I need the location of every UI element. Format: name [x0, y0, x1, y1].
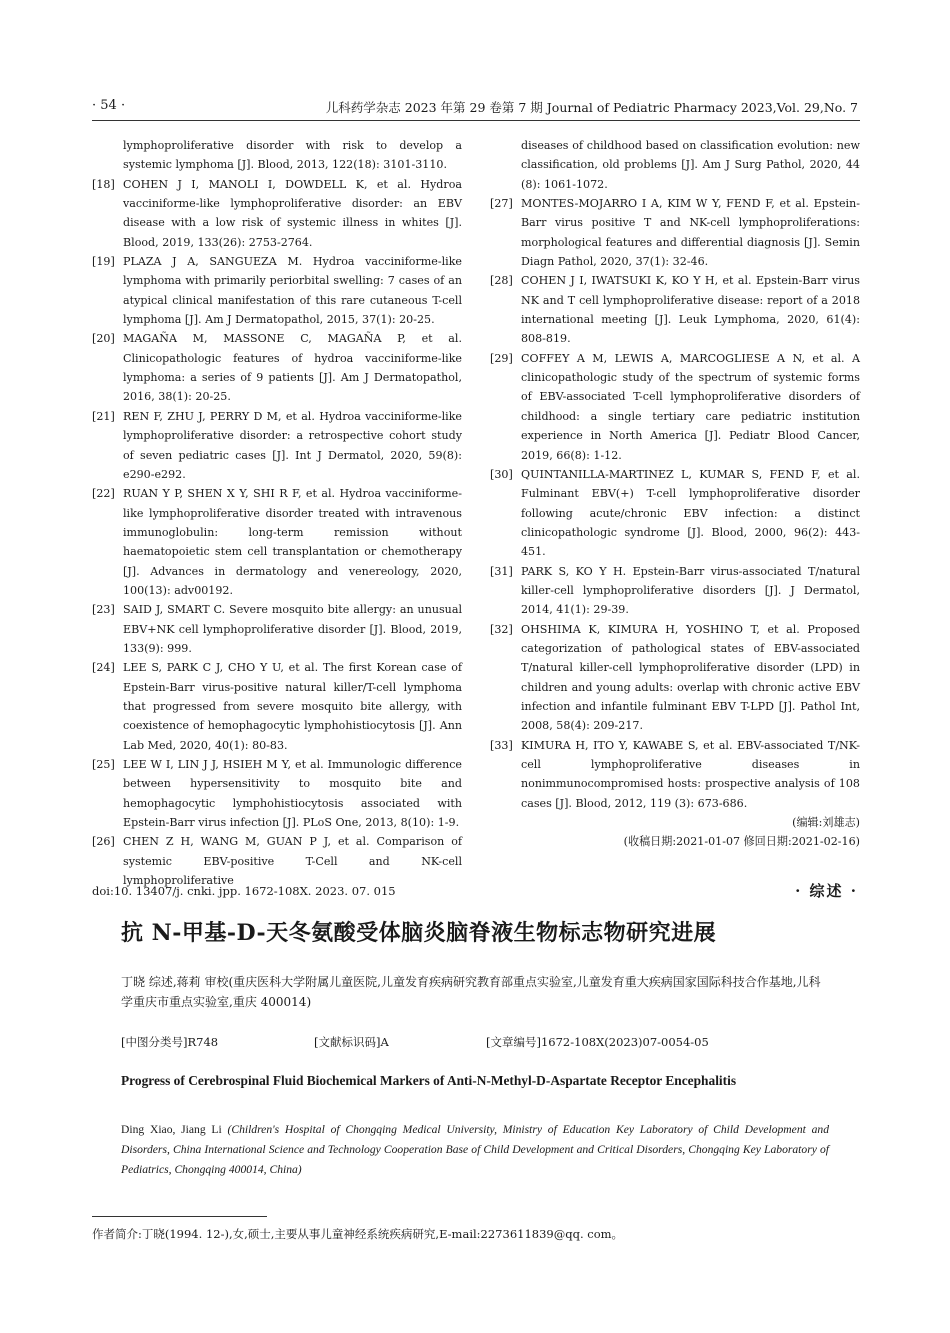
section-tag: · 综述 · [795, 882, 858, 900]
reference-item [490, 562, 860, 620]
reference-item [92, 175, 462, 252]
reference-number: [18] [92, 177, 115, 191]
reference-item [490, 736, 860, 813]
received-dates: (收稿日期:2021-01-07 修回日期:2021-02-16) [623, 835, 860, 849]
affiliation-english: (Children's Hospital of Chongqing Medical University, Ministry of Education Key Laboratory of Child Development and Disorders, China International Science and Technology Cooperation Base of Child Development and Critical Disorders, Chongqing Key Laboratory of Pediatrics, Chongqing 400014, China) [121, 1123, 829, 1176]
reference-number: [30] [490, 467, 513, 481]
reference-number: [19] [92, 255, 115, 269]
reference-item [92, 755, 462, 832]
reference-text: LEE W I, LIN J J, HSIEH M Y, et al. Immunologic difference between hypersensitivity to mosquito bite and hemophagocytic lymphohistiocytosis associated with Epstein-Barr virus infection [J]. PLoS One, 2013, 8(10): 1-9. [123, 758, 462, 830]
reference-item [92, 329, 462, 406]
reference-text: OHSHIMA K, KIMURA H, YOSHINO T, et al. Proposed categorization of pathological states of EBV-associated T/natural killer-cell lymphoproliferative disorder (LPD) in children and young adults: overlap with chronic active EBV infection and infantile fulminant EBV T-LPD [J]. Pathol Int, 2008, 58(4): 209-217. [521, 622, 860, 733]
document-code: [文献标识码]A [314, 1035, 389, 1049]
reference-item [490, 349, 860, 465]
reference-item [92, 658, 462, 755]
reference-text: COHEN J I, IWATSUKI K, KO Y H, et al. Epstein-Barr virus NK and T cell lymphoproliferative disease: report of a 2018 international meeting [J]. Leuk Lymphoma, 2020, 61(4): 808-819. [521, 274, 860, 346]
reference-number: [33] [490, 738, 513, 752]
editor-note: (编辑:刘雄志) [792, 816, 860, 830]
reference-number: [28] [490, 274, 513, 288]
authors-affiliation-english [121, 1120, 829, 1180]
author-names-english: Ding Xiao, Jiang Li [121, 1123, 222, 1136]
reference-item [92, 600, 462, 658]
reference-text: COHEN J I, MANOLI I, DOWDELL K, et al. Hydroa vacciniforme-like lymphoproliferative disorder: an EBV disease with a low risk of systemic illness in whites [J]. Blood, 2019, 133(26): 2753-2764. [123, 177, 462, 249]
references-left-column [92, 136, 462, 890]
reference-text: SAID J, SMART C. Severe mosquito bite allergy: an unusual EBV+NK cell lymphoproliferative disorder [J]. Blood, 2019, 133(9): 999. [123, 603, 462, 655]
reference-item [490, 620, 860, 736]
doi: doi:10. 13407/j. cnki. jpp. 1672-108X. 2023. 07. 015 [92, 884, 396, 898]
reference-text: lymphoproliferative disorder with risk to develop a systemic lymphoma [J]. Blood, 2013, 122(18): 3101-3110. [123, 139, 462, 172]
reference-number: [23] [92, 603, 115, 617]
reference-text: KIMURA H, ITO Y, KAWABE S, et al. EBV-associated T/NK-cell lymphoproliferative diseases in nonimmunocompromised hosts: prospective analysis of 108 cases [J]. Blood, 2012, 119 (3): 673-686. [521, 738, 860, 810]
footnote-rule [92, 1216, 267, 1217]
reference-number: [24] [92, 661, 115, 675]
article-title-english: Progress of Cerebrospinal Fluid Biochemical Markers of Anti-N-Methyl-D-Aspartate Receptor Encephalitis [121, 1073, 737, 1088]
journal-header: 儿科药学杂志 2023 年第 29 卷第 7 期 Journal of Pediatric Pharmacy 2023,Vol. 29,No. 7 [325, 100, 858, 115]
reference-number: [21] [92, 409, 115, 423]
references-right-column [490, 136, 860, 852]
article-title-chinese: 抗 N-甲基-D-天冬氨酸受体脑炎脑脊液生物标志物研究进展 [121, 920, 717, 946]
reference-text: REN F, ZHU J, PERRY D M, et al. Hydroa vacciniforme-like lymphoproliferative disorder: a retrospective cohort study of seven pediatric cases [J]. Int J Dermatol, 2020, 59(8): e290-e292. [123, 409, 462, 481]
reference-item [92, 252, 462, 329]
reference-item [490, 194, 860, 271]
reference-number: [22] [92, 487, 115, 501]
reference-text: COFFEY A M, LEWIS A, MARCOGLIESE A N, et al. A clinicopathologic study of the spectrum of systemic forms of EBV-associated T-cell lymphoproliferative disorders of childhood: a single tertiary care pediatric institution experience in North America [J]. Pediatr Blood Cancer, 2019, 66(8): 1-12. [521, 351, 860, 462]
page-number: · 54 · [92, 98, 126, 113]
reference-text: MONTES-MOJARRO I A, KIM W Y, FEND F, et al. Epstein-Barr virus positive T and NK-cell lymphoproliferations: morphological features and differential diagnosis [J]. Semin Diagn Pathol, 2020, 37(1): 32-46. [521, 197, 860, 269]
reference-item [490, 465, 860, 562]
reference-text: QUINTANILLA-MARTINEZ L, KUMAR S, FEND F, et al. Fulminant EBV(+) T-cell lymphoproliferative disorder following acute/chronic EBV infection: a distinct clinicopathologic syndrome [J]. Blood, 2000, 96(2): 443-451. [521, 467, 860, 559]
reference-text: CHEN Z H, WANG M, GUAN P J, et al. Comparison of systemic EBV-positive T-Cell and NK-cell lymphoproliferative [123, 835, 462, 888]
reference-number: [29] [490, 351, 513, 365]
author-footnote: 作者简介:丁晓(1994. 12-),女,硕士,主要从事儿童神经系统疾病研究,E-mail:2273611839@qq. com。 [92, 1227, 624, 1241]
reference-text: LEE S, PARK C J, CHO Y U, et al. The first Korean case of Epstein-Barr virus-positive natural killer/T-cell lymphoma that progressed from severe mosquito bite allergy, with coexistence of hemophagocytic lymphohistiocytosis [J]. Ann Lab Med, 2020, 40(1): 80-83. [123, 661, 462, 752]
reference-number: [27] [490, 197, 513, 211]
reference-text: diseases of childhood based on classification evolution: new classification, old problems [J]. Am J Surg Pathol, 2020, 44 (8): 1061-1072. [521, 139, 860, 191]
reference-number: [31] [490, 564, 513, 578]
reference-item [490, 271, 860, 348]
reference-item [490, 136, 860, 194]
reference-item [92, 136, 462, 175]
reference-number: [32] [490, 622, 513, 636]
reference-item [92, 484, 462, 600]
reference-number: [25] [92, 758, 115, 771]
header-rule [92, 120, 860, 121]
authors-affiliation-chinese: 丁晓 综述,蒋莉 审校(重庆医科大学附属儿童医院,儿童发育疾病研究教育部重点实验室,儿童发育重大疾病国家国际科技合作基地,儿科学重庆市重点实验室,重庆 400014) [121, 975, 821, 1009]
reference-item [92, 832, 462, 890]
reference-text: PARK S, KO Y H. Epstein-Barr virus-associated T/natural killer-cell lymphoproliferative disorders [J]. J Dermatol, 2014, 41(1): 29-39. [521, 564, 860, 617]
reference-text: PLAZA J A, SANGUEZA M. Hydroa vacciniforme-like lymphoma with primarily periorbital swelling: 7 cases of an atypical clinical manifestation of this rare cutaneous T-cell lymphoma [J]. Am J Dermatopathol, 2015, 37(1): 20-25. [123, 255, 462, 327]
reference-text: MAGAÑA M, MASSONE C, MAGAÑA P, et al. Clinicopathologic features of hydroa vacciniforme-like lymphoma: a series of 9 patients [J]. Am J Dermatopathol, 2016, 38(1): 20-25. [123, 332, 462, 404]
reference-item [92, 407, 462, 484]
article-number: [文章编号]1672-108X(2023)07-0054-05 [486, 1035, 709, 1049]
reference-text: RUAN Y P, SHEN X Y, SHI R F, et al. Hydroa vacciniforme-like lymphoproliferative disorder treated with intravenous immunoglobulin: long-term remission without haematopoietic stem cell transplantation or chemotherapy [J]. Advances in dermatology and venereology, 2020, 100(13): adv00192. [123, 487, 462, 597]
reference-number: [26] [92, 835, 115, 849]
reference-number: [20] [92, 332, 115, 346]
clc-number: [中图分类号]R748 [121, 1035, 219, 1049]
